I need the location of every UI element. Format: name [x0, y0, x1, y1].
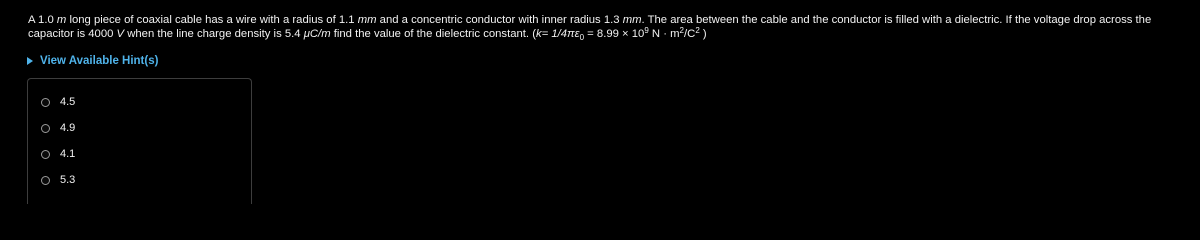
answer-option-label: 4.1	[60, 148, 76, 160]
answer-option[interactable]	[41, 122, 75, 134]
question-text: A 1.0 m long piece of coaxial cable has a wire with a radius of 1.1 mm and a concentric conductor with inner radius 1.3 mm. The area between the cable and the conductor is filled with a dielectric. If the voltage drop across the capacitor is 4000 V when the line charge density is 5.4 μC/m find the value of the dielectric constant. ($k= 1/4\pi\varepsilon_0 = 8.99 \times 10^9$ $N \cdot m^2/C^2$ )	[28, 14, 1152, 42]
radio-button[interactable]	[41, 176, 50, 185]
radio-button[interactable]	[41, 124, 50, 133]
expand-triangle-icon	[27, 57, 33, 65]
answer-option-label: 5.3	[60, 174, 76, 186]
view-hints-toggle[interactable]	[27, 55, 158, 67]
radio-button[interactable]	[41, 150, 50, 159]
answer-option[interactable]	[41, 148, 75, 160]
answer-options-box	[27, 78, 252, 204]
answer-option[interactable]	[41, 96, 75, 108]
answer-option-label: 4.5	[60, 96, 76, 108]
view-hints-label: View Available Hint(s)	[40, 55, 159, 67]
answer-option[interactable]	[41, 174, 75, 186]
radio-button[interactable]	[41, 98, 50, 107]
answer-option-label: 4.9	[60, 122, 76, 134]
